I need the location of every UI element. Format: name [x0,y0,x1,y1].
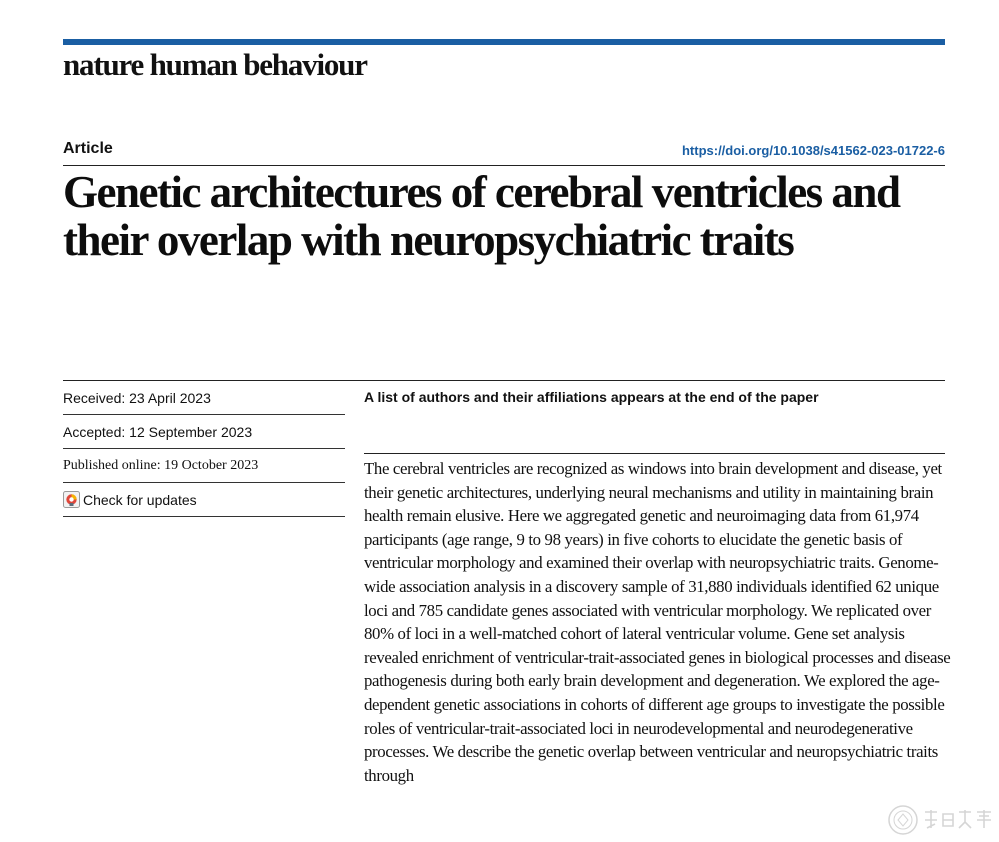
check-for-updates-icon [63,491,80,508]
published-date [63,449,345,483]
article-title: Genetic architectures of cerebral ventricles and their overlap with neuropsychiatric traits [63,167,900,265]
journal-header-bar [63,39,945,45]
abstract-text: The cerebral ventricles are recognized as windows into brain development and disease, yet their genetic architectures, underlying neural mechanisms and utility in maintaining brain health remain elusive. Here we aggregated genetic and neuroimaging data from 61,974 participants (age range, 9 to 98 years) in five cohorts to elucidate the genetic basis of ventricular morphology and examined their overlap with neuropsychiatric traits. Genome-wide association analysis in a discovery sample of 31,880 individuals identified 62 unique loci and 785 candidate genes associated with ventricular morphology. We replicated over 80% of loci in a well-matched cohort of lateral ventricular volume. Gene set analysis revealed enrichment of ventricular-trait-associated genes in biological processes and disease pathogenesis during both early brain development and degeneration. We explored the age-dependent genetic associations in cohorts of different age groups to investigate the possible roles of ventricular-trait-associated loci in neurodevelopmental and neurodegenerative processes. We describe the genetic overlap between ventricular and neuropsychiatric traits through [364,459,951,785]
check-for-updates-button[interactable] [63,483,345,517]
authors-affiliations-note: A list of authors and their affiliations appears at the end of the paper [364,389,819,405]
doi-link[interactable]: https://doi.org/10.1038/s41562-023-01722-6 [681,143,945,158]
university-seal-icon [887,802,995,838]
article-type: Article [63,140,113,157]
accepted-date [63,415,345,449]
received-date-text: Received: 23 April 2023 [63,389,211,406]
journal-name[interactable]: nature human behaviour [63,47,367,82]
received-date [63,381,345,415]
article-history [63,381,345,517]
title-divider [63,165,945,166]
published-date-text: Published online: 19 October 2023 [63,457,259,473]
abstract-divider [364,453,945,454]
accepted-date-text: Accepted: 12 September 2023 [63,423,253,440]
check-for-updates-label: Check for updates [83,491,197,508]
